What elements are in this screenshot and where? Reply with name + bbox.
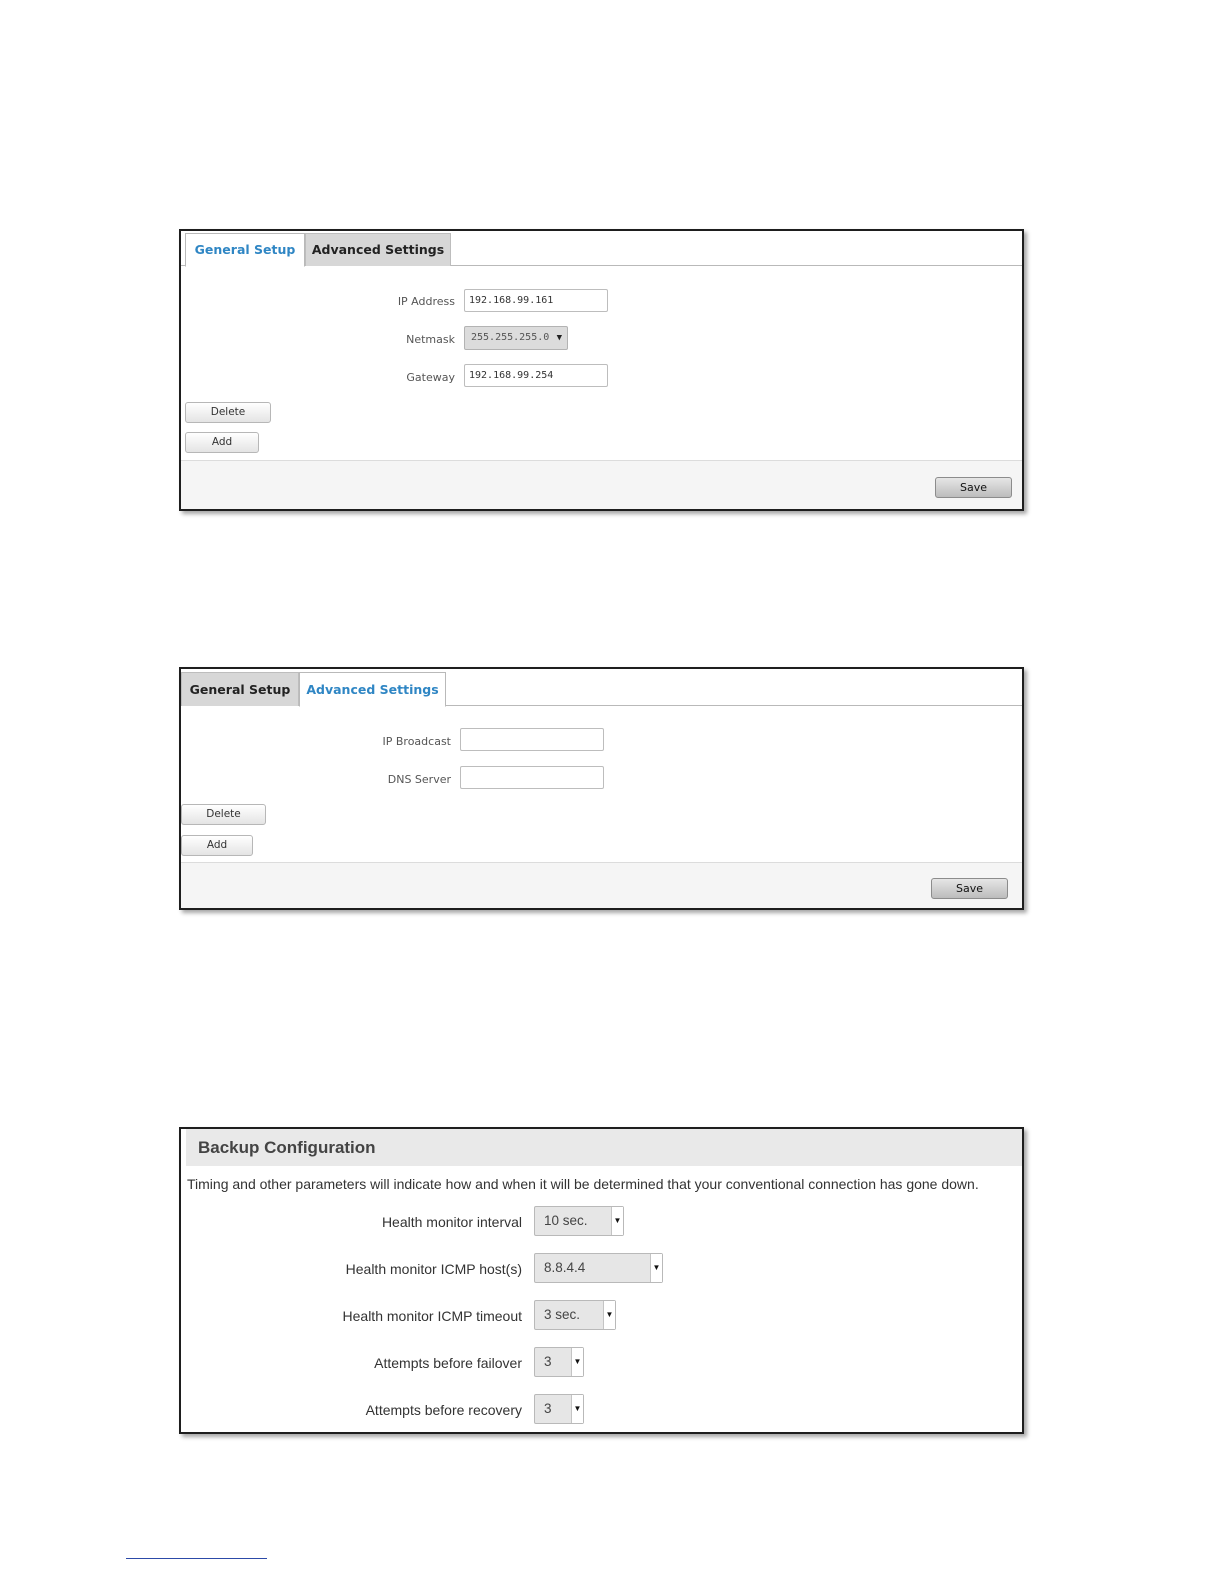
general-setup-panel bbox=[179, 229, 1024, 511]
icmp-timeout-value: 3 sec. bbox=[544, 1307, 581, 1322]
ip-broadcast-input[interactable] bbox=[460, 728, 604, 751]
icmp-hosts-value: 8.8.4.4 bbox=[544, 1260, 586, 1275]
health-monitor-interval-select[interactable] bbox=[534, 1206, 624, 1236]
ip-address-label: IP Address bbox=[397, 295, 455, 308]
save-button[interactable]: Save bbox=[935, 477, 1012, 498]
delete-button[interactable]: Delete bbox=[185, 402, 271, 423]
section-title: Backup Configuration bbox=[186, 1129, 1022, 1166]
netmask-label: Netmask bbox=[406, 333, 455, 346]
netmask-value: 255.255.255.0 bbox=[471, 332, 550, 343]
tab-advanced-settings[interactable]: Advanced Settings bbox=[299, 672, 446, 707]
dns-server-label: DNS Server bbox=[387, 773, 451, 786]
tab-general-setup[interactable]: General Setup bbox=[181, 672, 299, 706]
health-monitor-interval-label: Health monitor interval bbox=[381, 1214, 522, 1230]
icmp-hosts-select[interactable] bbox=[534, 1253, 663, 1283]
ip-broadcast-label: IP Broadcast bbox=[382, 735, 451, 748]
attempts-recovery-select[interactable] bbox=[534, 1394, 584, 1424]
chevron-down-icon: ▼ bbox=[603, 1301, 615, 1329]
chevron-down-icon: ▼ bbox=[650, 1254, 662, 1282]
chevron-down-icon: ▼ bbox=[611, 1207, 623, 1235]
section-description: Timing and other parameters will indicate how and when it will be determined that your conventional connection has gone down. bbox=[187, 1176, 979, 1192]
advanced-settings-panel bbox=[179, 667, 1024, 910]
health-monitor-interval-value: 10 sec. bbox=[544, 1213, 588, 1228]
icmp-timeout-label: Health monitor ICMP timeout bbox=[342, 1308, 522, 1324]
dns-server-input[interactable] bbox=[460, 766, 604, 789]
gateway-label: Gateway bbox=[406, 371, 455, 384]
icmp-timeout-select[interactable] bbox=[534, 1300, 616, 1330]
delete-button[interactable]: Delete bbox=[181, 804, 266, 825]
panel-footer bbox=[181, 460, 1022, 509]
gateway-input[interactable]: 192.168.99.254 bbox=[464, 364, 608, 387]
icmp-hosts-label: Health monitor ICMP host(s) bbox=[345, 1261, 522, 1277]
footer-link-underline[interactable] bbox=[126, 1558, 267, 1559]
save-button[interactable]: Save bbox=[931, 878, 1008, 899]
panel-footer bbox=[181, 862, 1022, 908]
attempts-failover-value: 3 bbox=[544, 1354, 552, 1369]
backup-configuration-panel bbox=[179, 1127, 1024, 1434]
tab-bar bbox=[181, 231, 1022, 266]
chevron-down-icon: ▼ bbox=[571, 1348, 583, 1376]
chevron-down-icon: ▼ bbox=[571, 1395, 583, 1423]
attempts-failover-label: Attempts before failover bbox=[374, 1355, 522, 1371]
netmask-select[interactable] bbox=[464, 326, 568, 350]
attempts-failover-select[interactable] bbox=[534, 1347, 584, 1377]
chevron-down-icon: ▼ bbox=[556, 333, 562, 343]
attempts-recovery-value: 3 bbox=[544, 1401, 552, 1416]
tab-general-setup[interactable]: General Setup bbox=[185, 233, 305, 267]
tab-bar bbox=[181, 669, 1022, 706]
add-button[interactable]: Add bbox=[181, 835, 253, 856]
ip-address-input[interactable]: 192.168.99.161 bbox=[464, 289, 608, 312]
tab-advanced-settings[interactable]: Advanced Settings bbox=[305, 233, 451, 266]
attempts-recovery-label: Attempts before recovery bbox=[365, 1402, 522, 1418]
add-button[interactable]: Add bbox=[185, 432, 259, 453]
